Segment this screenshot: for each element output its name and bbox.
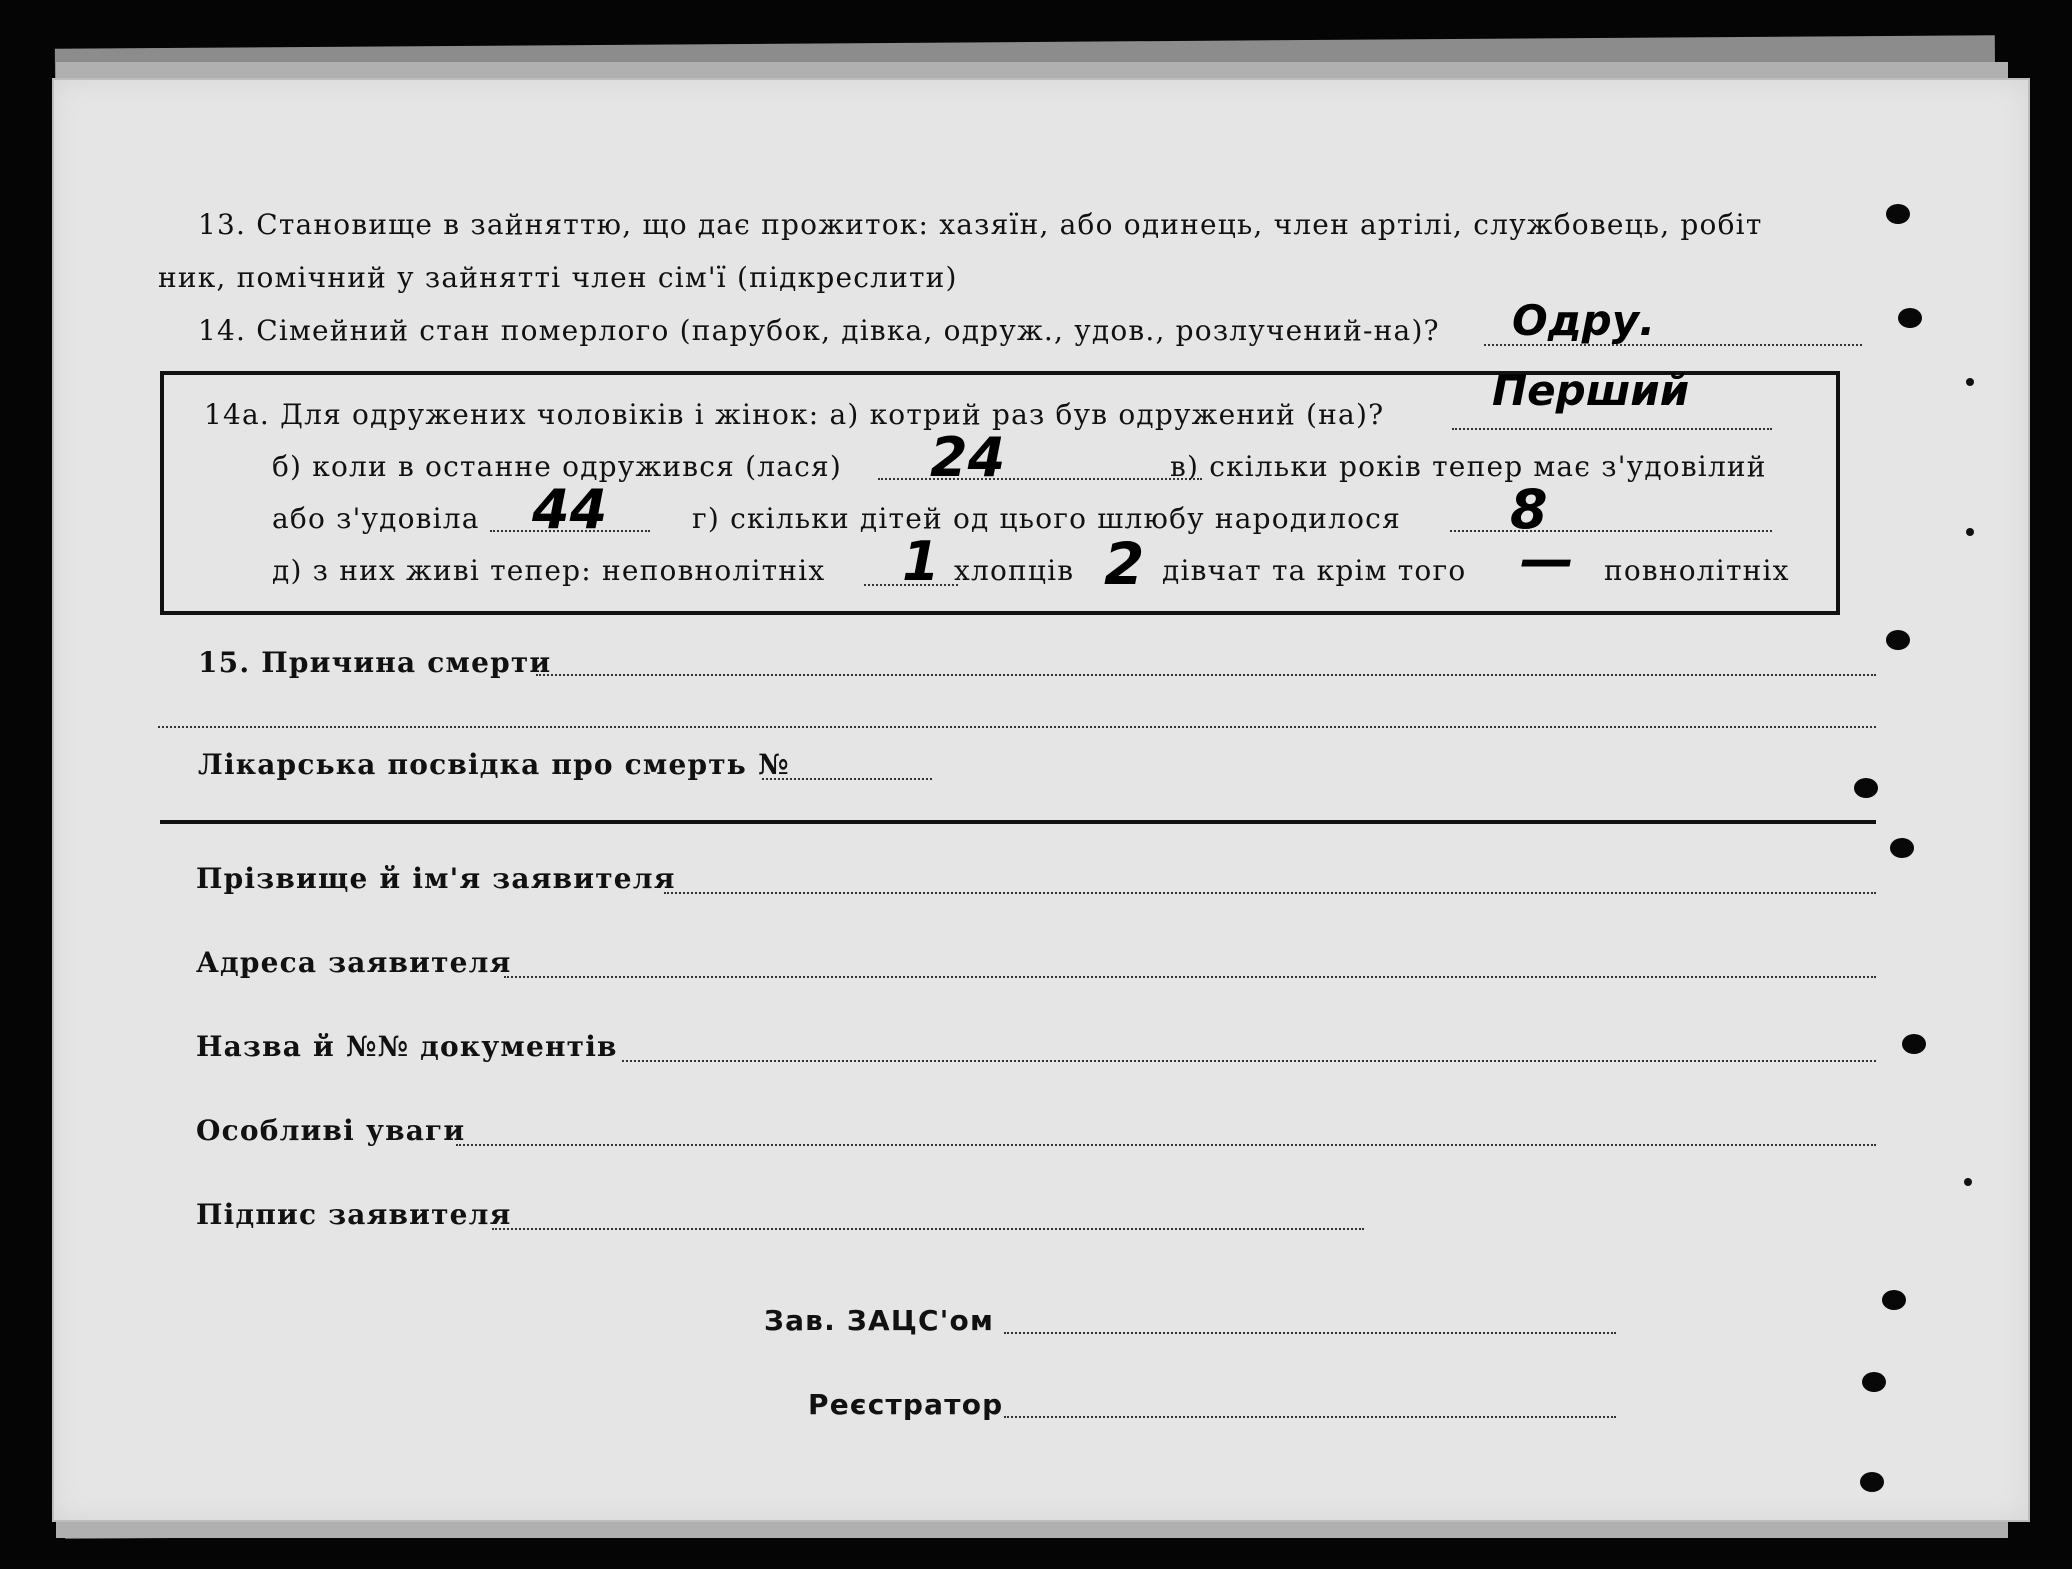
applicant-signature-line xyxy=(492,1228,1364,1230)
binding-hole xyxy=(1966,378,1974,386)
item14a-line3-prefix: або з'удовіла xyxy=(272,502,480,535)
item14a-answer-b: 24 xyxy=(930,426,1006,489)
item14a-answer-boys: 1 xyxy=(902,530,940,593)
item14a-boys-label: хлопців xyxy=(954,554,1075,587)
item14a-answer-g-line xyxy=(1450,530,1772,532)
item15-label: 15. Причина смерти xyxy=(198,646,552,679)
applicant-docs-label: Назва й №№ документів xyxy=(196,1030,618,1063)
item14a-answer-b-line xyxy=(878,478,1202,480)
item14-answer: Одру. xyxy=(1512,296,1656,345)
item14a-girls-label: дівчат та крім того xyxy=(1162,554,1467,587)
binding-hole xyxy=(1886,630,1910,650)
binding-hole xyxy=(1890,838,1914,858)
item13-line2: ник, помічний у зайнятті член сім'ї (підкреслити) xyxy=(158,261,958,294)
registrar-label: Реєстратор xyxy=(808,1388,1004,1421)
head-of-registry-label: Зав. ЗАЦС'ом xyxy=(764,1304,995,1337)
item14a-answer-a: Перший xyxy=(1492,366,1690,415)
item14a-adults-label: повнолітніх xyxy=(1604,554,1790,587)
medical-cert-label: Лікарська посвідка про смерть № xyxy=(198,748,790,781)
item14a-answer-a-line xyxy=(1452,428,1772,430)
head-of-registry-line xyxy=(1004,1332,1616,1334)
item14a-answer-v: 44 xyxy=(532,478,608,541)
binding-hole xyxy=(1886,204,1910,224)
item14a-answer-girls: 2 xyxy=(1104,530,1145,598)
applicant-notes-label: Особливі уваги xyxy=(196,1114,466,1147)
item15-answer-line xyxy=(536,674,1876,676)
binding-hole xyxy=(1882,1290,1906,1310)
item14-question: 14. Сімейний стан померлого (парубок, дівка, одруж., удов., розлучений-на)? xyxy=(198,314,1440,347)
medical-cert-number-line xyxy=(762,778,932,780)
item14a-line4-d: д) з них живі тепер: неповнолітніх xyxy=(272,554,826,587)
item14a-answer-g: 8 xyxy=(1510,478,1548,541)
binding-hole xyxy=(1902,1034,1926,1054)
item14a-line1: 14а. Для одружених чоловіків і жінок: а) котрий раз був одружений (на)? xyxy=(204,398,1385,431)
binding-hole xyxy=(1854,778,1878,798)
applicant-notes-line xyxy=(456,1144,1876,1146)
binding-hole xyxy=(1964,1178,1972,1186)
item14a-answer-adults: — xyxy=(1520,528,1574,591)
applicant-name-line xyxy=(664,892,1876,894)
binding-hole xyxy=(1862,1372,1886,1392)
form-page xyxy=(52,78,2030,1522)
applicant-address-label: Адреса заявителя xyxy=(196,946,512,979)
binding-hole xyxy=(1860,1472,1884,1492)
binding-hole xyxy=(1898,308,1922,328)
applicant-address-line xyxy=(504,976,1876,978)
applicant-docs-line xyxy=(622,1060,1876,1062)
applicant-signature-label: Підпис заявителя xyxy=(196,1198,512,1231)
registrar-line xyxy=(1004,1416,1616,1418)
applicant-name-label: Прізвище й ім'я заявителя xyxy=(196,862,676,895)
binding-hole xyxy=(1966,528,1974,536)
item14a-line2-v: в) скільки років тепер має з'удовілий xyxy=(1170,450,1767,483)
item14a-line2-b: б) коли в останне одружився (лася) xyxy=(272,450,842,483)
item14a-line3-g: г) скільки дітей од цього шлюбу народилося xyxy=(692,502,1401,535)
item15-answer-line-2 xyxy=(158,726,1876,728)
section-divider xyxy=(160,820,1876,824)
item13-line1: 13. Становище в зайняттю, що дає прожиток: хазяїн, або одинець, член артілі, службовець, робіт xyxy=(198,208,1763,241)
